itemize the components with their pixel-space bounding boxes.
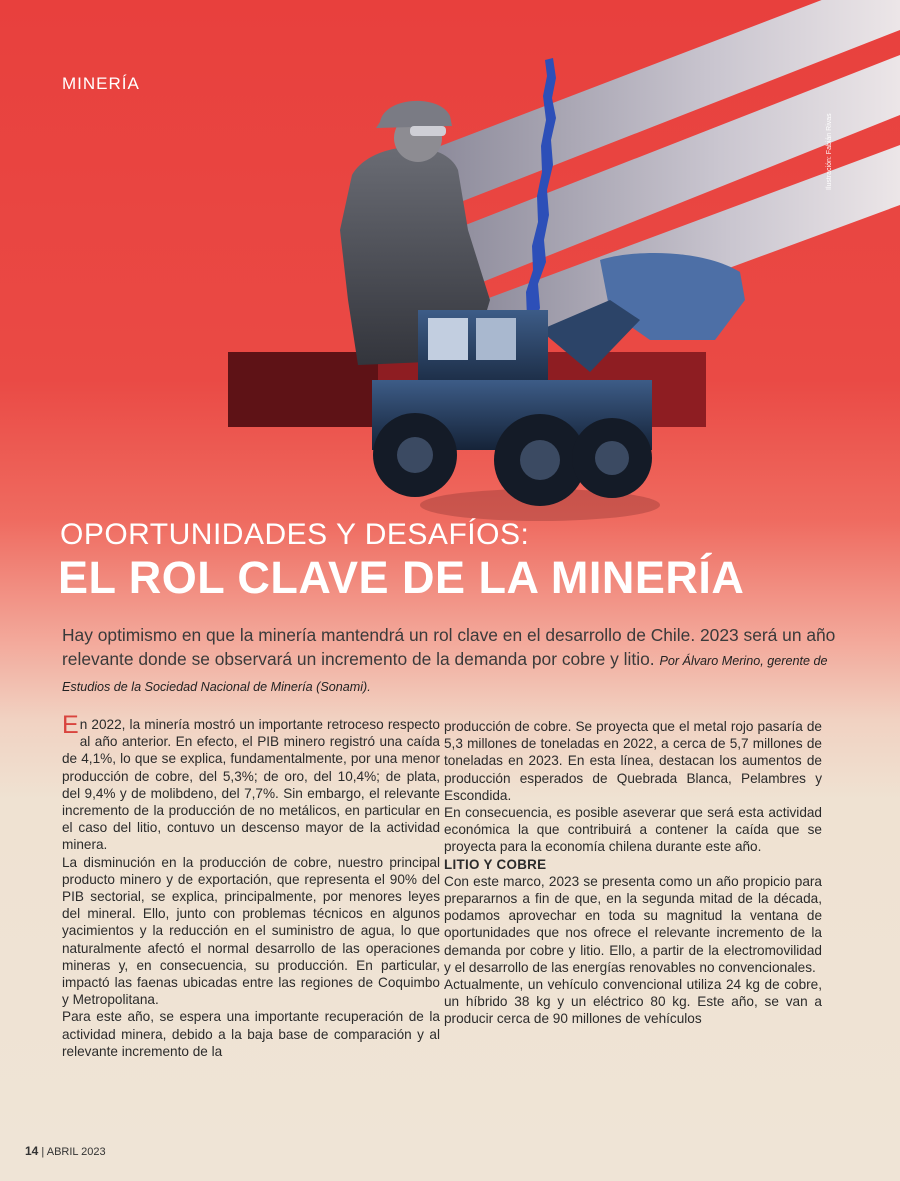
article-column-1 bbox=[62, 711, 440, 1060]
illustration-credit bbox=[826, 100, 840, 190]
issue-date: ABRIL 2023 bbox=[46, 1146, 106, 1158]
page-number: 14 bbox=[25, 1144, 39, 1158]
paragraph: La disminución en la producción de cobre, nuestro principal producto minero y de exportación, que representa el 90% del PIB sectorial, se explica, principalmente, por menores leyes del mineral. Ello, junto con problemas técnicos en algunos yacimientos y la reducción en el suministro de agua, lo que naturalmente afectó el normal desarrollo de las operaciones mineras y, en consecuencia, su producción. En particular, impactó las faenas ubicadas entre las regiones de Coquimbo y Metropolitana. bbox=[62, 854, 440, 1008]
byline: Por Álvaro Merino, gerente de Estudios de la Sociedad Nacional de Minería (Sonami). bbox=[62, 654, 828, 694]
paragraph: En consecuencia, es posible aseverar que será esta actividad económica la que contribuirá a contener la caída que se proyecta para la economía chilena durante este año. bbox=[444, 805, 822, 855]
paragraph: producción de cobre. Se proyecta que el metal rojo pasaría de 5,3 millones de toneladas en 2022, a cerca de 5,7 millones de toneladas en 2023. En esta línea, destacan los aumentos de producción esperados de Quebrada Blanca, Pelambres y Escondida. bbox=[444, 719, 822, 803]
headline-kicker: OPORTUNIDADES Y DESAFÍOS: bbox=[60, 518, 530, 551]
paragraph: Actualmente, un vehículo convencional utiliza 24 kg de cobre, un híbrido 38 kg y un eléctrico 80 kg. Este año, se van a producir cerca de 90 millones de vehículos bbox=[444, 977, 822, 1027]
drop-cap: E bbox=[62, 711, 79, 739]
article-column-2 bbox=[444, 718, 822, 1028]
paragraph: Para este año, se espera una importante recuperación de la actividad minera, debido a la baja base de comparación y al relevante incremento de la bbox=[62, 1009, 440, 1059]
lead-paragraph bbox=[62, 623, 842, 699]
page-footer: 14 | ABRIL 2023 bbox=[25, 1144, 106, 1158]
section-label: MINERÍA bbox=[62, 74, 140, 93]
paragraph bbox=[62, 711, 440, 854]
lead-text: Hay optimismo en que la minería mantendrá un rol clave en el desarrollo de Chile. 2023 será un año relevante donde se observará un incremento de la demanda por cobre y litio. bbox=[62, 625, 836, 669]
credit-text: Ilustración: Fabián Rivas bbox=[826, 113, 833, 190]
paragraph-text: n 2022, la minería mostró un importante retroceso respecto al año anterior. En efecto, el PIB minero registró una caída de 4,1%, lo que se explica, fundamentalmente, por una menor producción de cobre, del 5,3%; de oro, del 10,4%; de plata, del 9,4% y de molibdeno, del 7,7%. Sin embargo, el relevante incremento de la producción de no metálicos, en particular en el caso del litio, contuvo un descenso mayor de la actividad minera. bbox=[62, 717, 440, 853]
paragraph: Con este marco, 2023 se presenta como un año propicio para prepararnos a fin de que, en la segunda mitad de la década, podamos aprovechar en toda su magnitud la ventana de oportunidades que nos ofrece el relevante incremento de la demanda por cobre y litio. Ello, a partir de la electromovilidad y el desarrollo de las energías renovables no convencionales. bbox=[444, 873, 822, 975]
subheading: LITIO Y COBRE bbox=[444, 856, 547, 872]
headline-title: EL ROL CLAVE DE LA MINERÍA bbox=[58, 552, 745, 603]
